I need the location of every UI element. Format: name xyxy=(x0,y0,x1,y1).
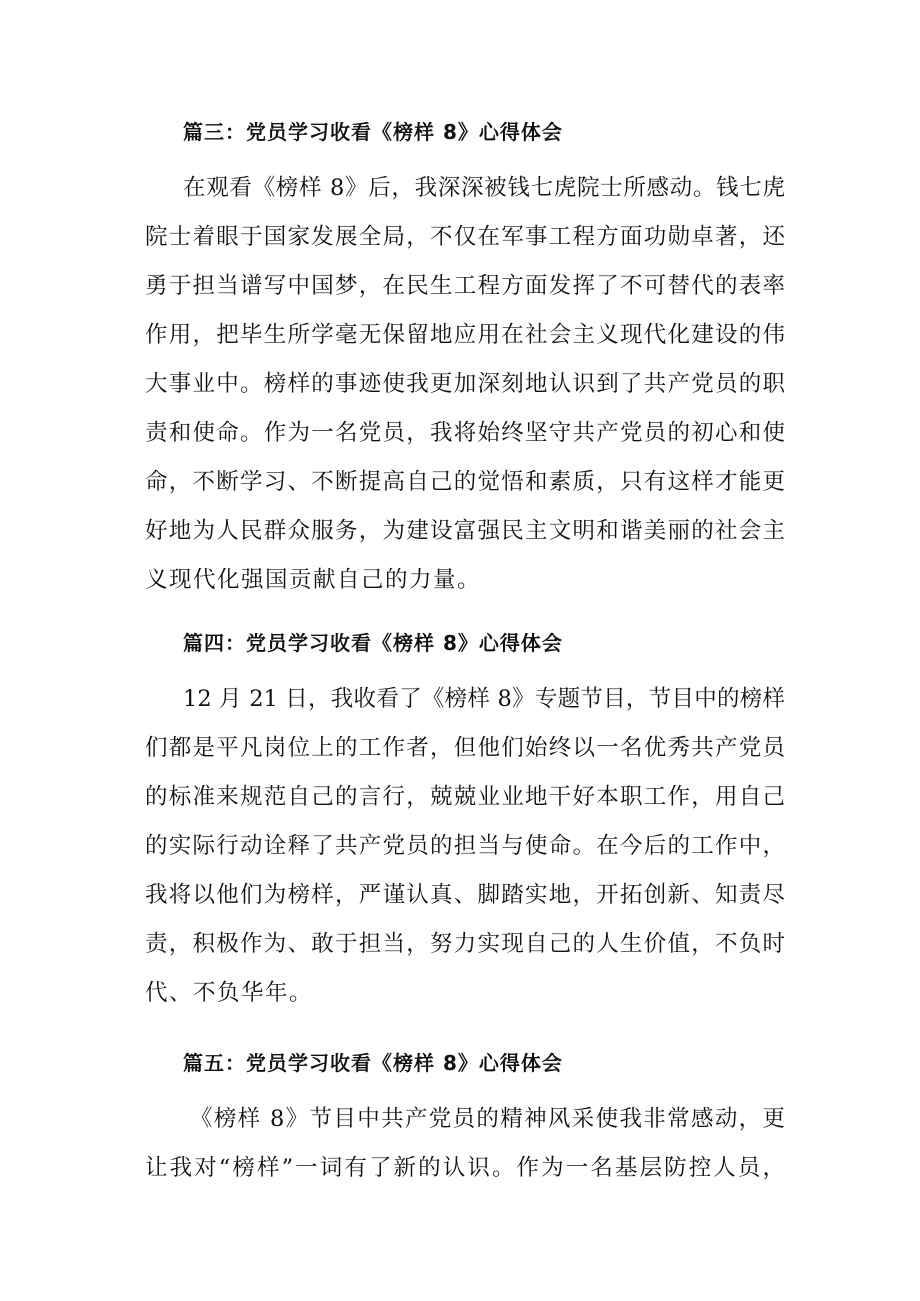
section-3-line: 在观看《榜样 8》后，我深深被钱七虎院士所感动。钱七虎 xyxy=(183,175,785,201)
section-3-line: 作用，把毕生所学毫无保留地应用在社会主义现代化建设的伟 xyxy=(145,322,785,348)
section-4-line: 责，积极作为、敢于担当，努力实现自己的人生价值，不负时 xyxy=(145,931,785,957)
section-4-line: 代、不负华年。 xyxy=(145,980,314,1006)
section-3-line: 大事业中。榜样的事迹使我更加深刻地认识到了共产党员的职 xyxy=(145,371,785,397)
section-5-line: 让我对“榜样”一词有了新的认识。作为一名基层防控人员， xyxy=(145,1155,785,1181)
section-4-line: 我将以他们为榜样，严谨认真、脚踏实地，开拓创新、知责尽 xyxy=(145,882,785,908)
section-4-line: 的实际行动诠释了共产党员的担当与使命。在今后的工作中， xyxy=(145,833,785,859)
section-5-line: 《榜样 8》节目中共产党员的精神风采使我非常感动，更 xyxy=(190,1106,785,1132)
section-4-line: 的标准来规范自己的言行，兢兢业业地干好本职工作，用自己 xyxy=(145,784,785,810)
section-4-heading: 篇四：党员学习收看《榜样 8》心得体会 xyxy=(183,631,563,655)
section-3-line: 义现代化强国贡献自己的力量。 xyxy=(145,567,482,593)
section-3-line: 院士着眼于国家发展全局，不仅在军事工程方面功勋卓著，还 xyxy=(145,224,785,250)
section-3-line: 勇于担当谱写中国梦，在民生工程方面发挥了不可替代的表率 xyxy=(145,273,785,299)
section-3-heading: 篇三：党员学习收看《榜样 8》心得体会 xyxy=(183,120,563,144)
section-3-line: 责和使命。作为一名党员，我将始终坚守共产党员的初心和使 xyxy=(145,420,785,446)
section-3-line: 好地为人民群众服务，为建设富强民主文明和谐美丽的社会主 xyxy=(145,518,785,544)
section-4-line: 们都是平凡岗位上的工作者，但他们始终以一名优秀共产党员 xyxy=(145,735,785,761)
section-3-line: 命，不断学习、不断提高自己的觉悟和素质，只有这样才能更 xyxy=(145,469,785,495)
section-4-line: 12 月 21 日，我收看了《榜样 8》专题节目，节目中的榜样 xyxy=(183,686,785,712)
section-5-heading: 篇五：党员学习收看《榜样 8》心得体会 xyxy=(183,1051,563,1075)
